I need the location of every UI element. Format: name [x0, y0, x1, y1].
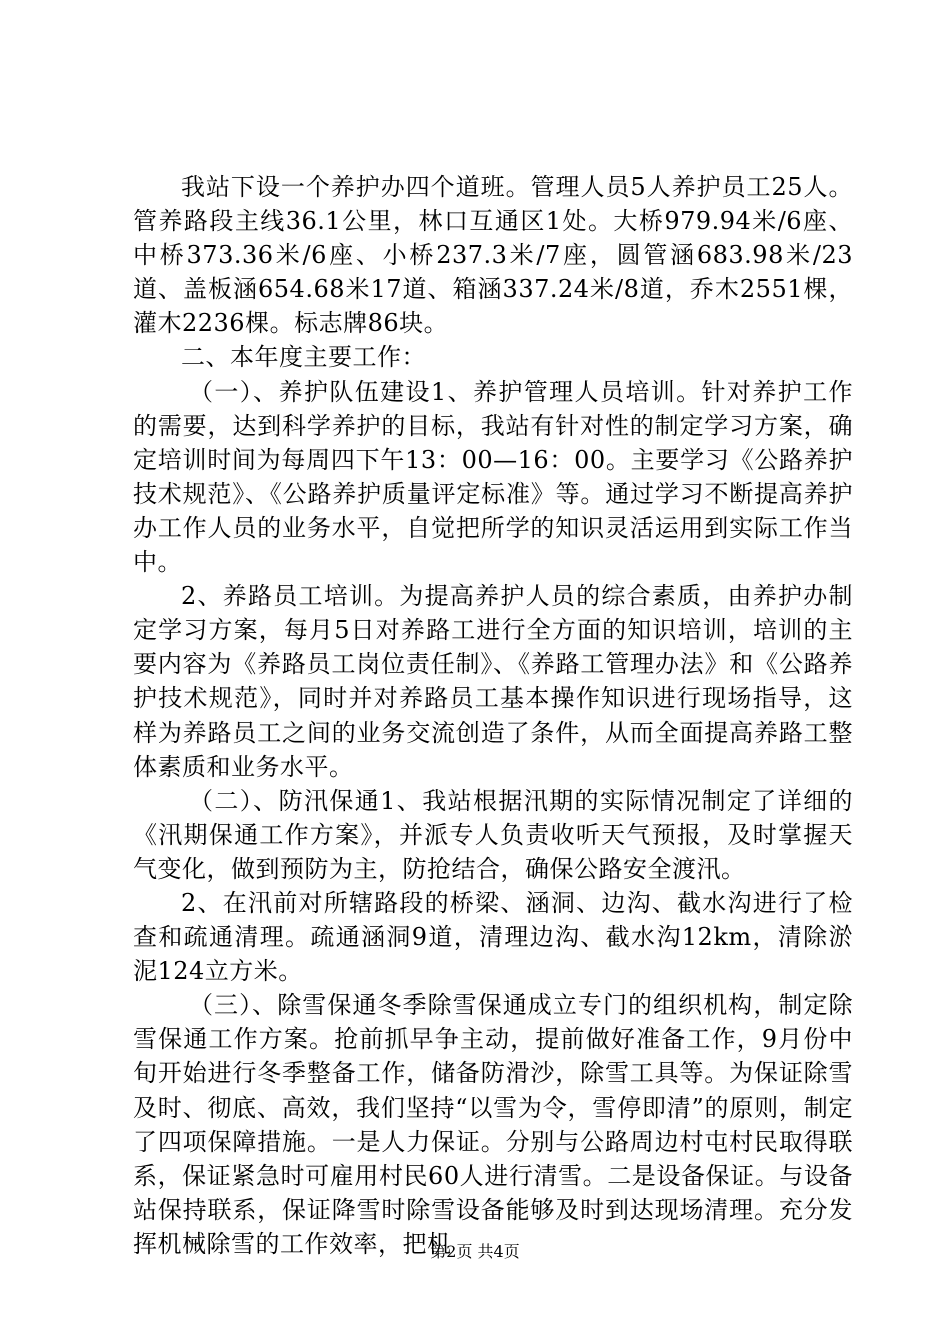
- paragraph-flood-prevention: （二）、防汛保通1、我站根据汛期的实际情况制定了详细的《汛期保通工作方案》，并派专人负责收听天气预报，及时掌握天气变化，做到预防为主，防抢结合，确保公路安全渡汛。: [133, 786, 853, 883]
- page-footer: 第2页 共4页: [430, 1242, 520, 1261]
- paragraph-drainage-clearing: 2、在汛前对所辖路段的桥梁、涵洞、边沟、截水沟进行了检查和疏通清理。疏通涵洞9道，清理边沟、截水沟12km，清除淤泥124立方米。: [133, 888, 853, 986]
- paragraph-snow-removal: （三）、除雪保通冬季除雪保通成立专门的组织机构，制定除雪保通工作方案。抢前抓早争主动，提前做好准备工作，9月份中旬开始进行冬季整备工作，储备防滑沙，除雪工具等。为保证除雪及时、彻底、高效，我们坚持“以雪为令，雪停即清”的原则，制定了四项保障措施。一是人力保证。分别与公路周边村屯村民取得联系，保证紧急时可雇用村民60人进行清雪。二是设备保证。与设备站保持联系，保证降雪时除雪设备能够及时到达现场清理。充分发挥机械除雪的工作效率，把机: [133, 991, 853, 1258]
- paragraph-worker-training: 2、养路员工培训。为提高养护人员的综合素质，由养护办制定学习方案，每月5日对养路工进行全方面的知识培训，培训的主要内容为《养路员工岗位责任制》、《养路工管理办法》和《公路养护技术规范》，同时并对养路员工基本操作知识进行现场指导，这样为养路员工之间的业务交流创造了条件，从而全面提高养路工整体素质和业务水平。: [133, 582, 853, 781]
- paragraph-team-building: （一）、养护队伍建设1、养护管理人员培训。针对养护工作的需要，达到科学养护的目标，我站有针对性的制定学习方案，确定培训时间为每周四下午13：00—16：00。主要学习《公路养护技术规范》、《公路养护质量评定标准》等。通过学习不断提高养护办工作人员的业务水平，自觉把所学的知识灵活运用到实际工作当中。: [133, 377, 853, 577]
- document-body: [133, 170, 853, 1261]
- section-heading-main-work: 二、本年度主要工作：: [181, 343, 426, 372]
- paragraph-staff-overview: 我站下设一个养护办四个道班。管理人员5人养护员工25人。管养路段主线36.1公里，林口互通区1处。大桥979.94米/6座、中桥373.36米/6座、小桥237.3米/7座，圆管涵683.98米/23道、盖板涵654.68米17道、箱涵337.24米/8道，乔木2551棵，灌木2236棵。标志牌86块。: [133, 173, 853, 338]
